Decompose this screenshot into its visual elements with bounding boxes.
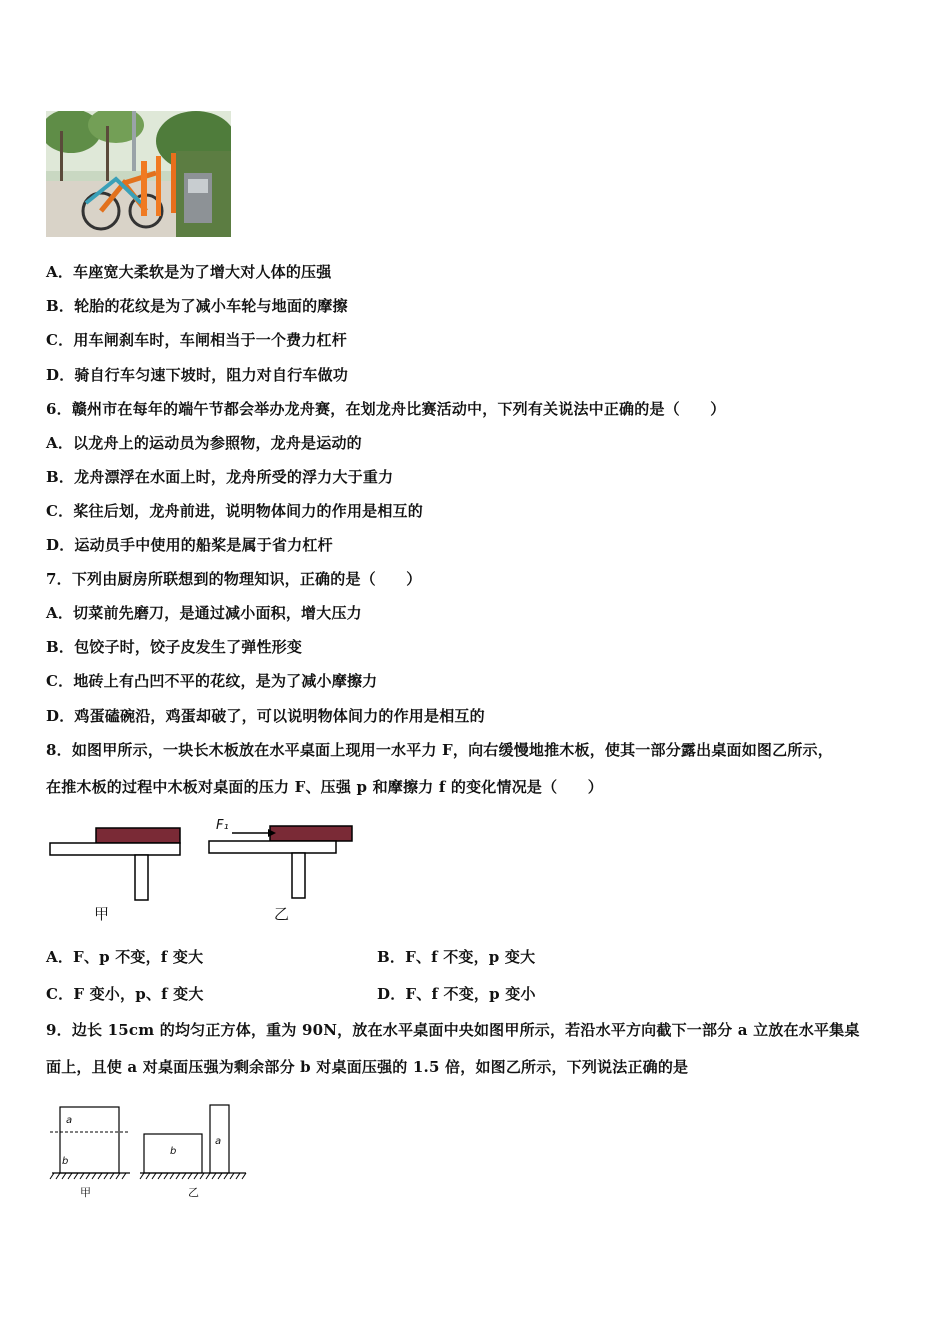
q9-label-a-yi: a [215, 1136, 222, 1147]
q6-option-b: B．龙舟漂浮在水面上时，龙舟所受的浮力大于重力 [46, 468, 394, 486]
q5-option-a: A．车座宽大柔软是为了增大对人体的压强 [46, 263, 332, 281]
q7-option-a: A．切菜前先磨刀，是通过减小面积，增大压力 [46, 604, 362, 622]
q8-option-c: C．F 变小，p、f 变大 [46, 985, 204, 1003]
q9-label-a-jia: a [66, 1115, 73, 1126]
q7-stem: 7．下列由厨房所联想到的物理知识，正确的是（ ） [46, 570, 422, 588]
q7-option-d: D．鸡蛋磕碗沿，鸡蛋却破了，可以说明物体间力的作用是相互的 [46, 707, 485, 725]
q8-label-yi: 乙 [274, 905, 290, 923]
q8-option-d: D．F、f 不变，p 变小 [377, 985, 536, 1003]
q8-force-label: F₁ [216, 818, 229, 833]
q8-label-jia: 甲 [94, 905, 110, 923]
q7-option-b: B．包饺子时，饺子皮发生了弹性形变 [46, 638, 303, 656]
q9-label-b-yi: b [170, 1146, 177, 1157]
q8-figure [46, 815, 366, 925]
q8-stem-line2: 在推木板的过程中木板对桌面的压力 F、压强 p 和摩擦力 f 的变化情况是（ ） [46, 778, 603, 796]
q6-option-a: A．以龙舟上的运动员为参照物，龙舟是运动的 [46, 434, 362, 452]
q9-label-b-jia: b [62, 1156, 69, 1167]
q5-option-b: B．轮胎的花纹是为了减小车轮与地面的摩擦 [46, 297, 348, 315]
q5-option-d: D．骑自行车匀速下坡时，阻力对自行车做功 [46, 366, 349, 384]
q6-stem: 6．赣州市在每年的端午节都会举办龙舟赛，在划龙舟比赛活动中，下列有关说法中正确的是（ ） [46, 400, 726, 418]
q9-stem-line1: 9．边长 15cm 的均匀正方体，重为 90N，放在水平桌面中央如图甲所示，若沿水平方向截下一部分 a 立放在水平集桌 [46, 1021, 860, 1039]
q6-option-c: C．桨往后划，龙舟前进，说明物体间力的作用是相互的 [46, 502, 423, 520]
q9-label-jia: 甲 [80, 1186, 91, 1199]
q9-label-yi: 乙 [188, 1186, 199, 1199]
q8-option-a: A．F、p 不变，f 变大 [46, 948, 204, 966]
q8-option-b: B．F、f 不变，p 变大 [377, 948, 536, 966]
q9-figure [46, 1098, 266, 1208]
bicycle-photo [46, 111, 231, 237]
q9-stem-line2: 面上，且使 a 对桌面压强为剩余部分 b 对桌面压强的 1.5 倍，如图乙所示，下列说法正确的是 [46, 1058, 689, 1076]
q8-stem-line1: 8．如图甲所示，一块长木板放在水平桌面上现用一水平力 F，向右缓慢地推木板，使其一部分露出桌面如图乙所示， [46, 741, 833, 759]
q5-option-c: C．用车闸刹车时，车闸相当于一个费力杠杆 [46, 331, 347, 349]
q7-option-c: C．地砖上有凸凹不平的花纹，是为了减小摩擦力 [46, 672, 378, 690]
q6-option-d: D．运动员手中使用的船桨是属于省力杠杆 [46, 536, 333, 554]
